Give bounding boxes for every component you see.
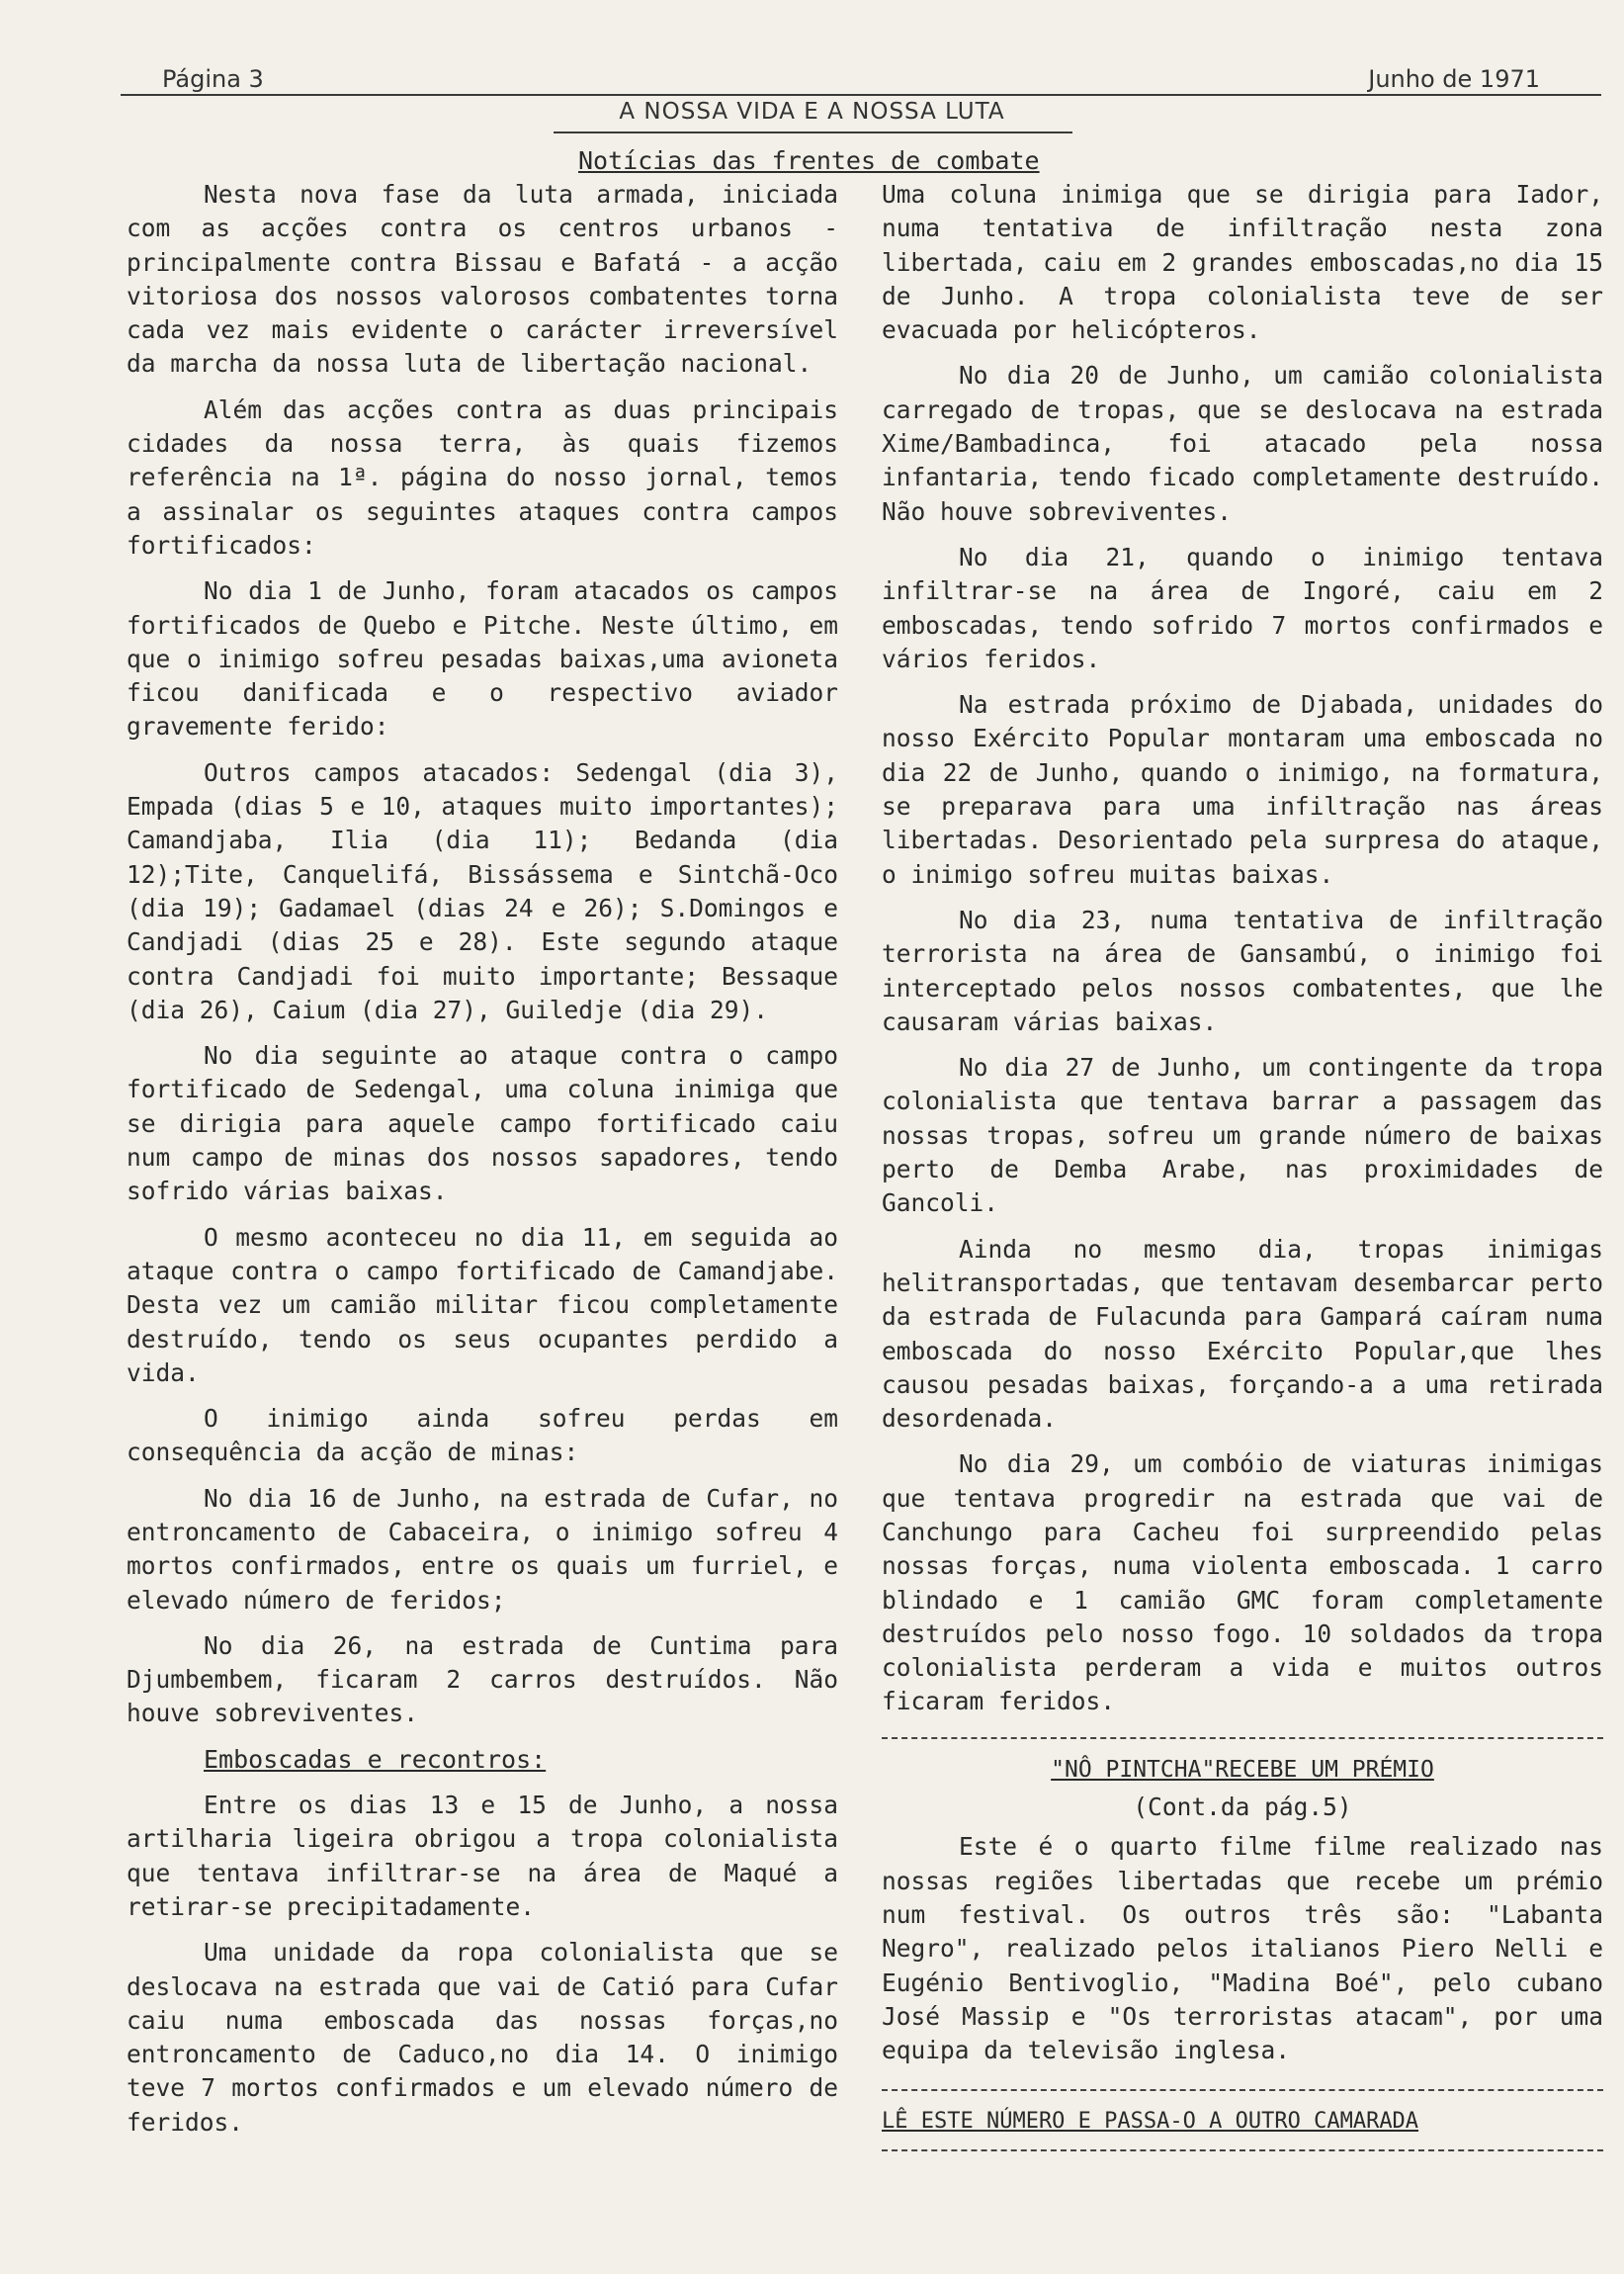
article-paragraph: No dia 29, um combóio de viaturas inimigas que tentava progredir na estrada que vai de Canchungo para Cacheu foi surpreendido pelas nossas forças, numa violenta emboscada. 1 carro blindado e 1 camião GMC foram completamente destruídos pelo nosso fogo. 10 soldados da tropa colonialista perderam a vida e muitos outros ficaram feridos. [882, 1449, 1603, 1716]
article-paragraph: No dia 16 de Junho, na estrada de Cufar, no entroncamento de Cabaceira, o inimigo sofreu 4 mortos confirmados, entre os quais um furriel, e elevado número de feridos; [127, 1483, 838, 1615]
page-number: Página 3 [162, 65, 264, 93]
section-subtitle: Notícias das frentes de combate [578, 146, 1040, 175]
issue-date: Junho de 1971 [1368, 65, 1540, 93]
article-paragraph: No dia seguinte ao ataque contra o campo fortificado de Sedengal, uma coluna inimiga que se dirigia para aquele campo fortificado caiu num campo de minas dos nossos sapadores, tendo sofrido várias baixas. [127, 1041, 838, 1206]
section-title: A NOSSA VIDA E A NOSSA LUTA [619, 99, 1005, 125]
header-rule [121, 94, 1601, 96]
article-paragraph: No dia 21, quando o inimigo tentava infiltrar-se na área de Ingoré, caiu em 2 emboscadas, tendo sofrido 7 mortos confirmados e vários feridos. [882, 542, 1603, 673]
article-paragraph: No dia 20 de Junho, um camião colonialista carregado de tropas, que se deslocava na estrada Xime/Bambadinca, foi atacado pela nossa infantaria, tendo ficado completamente destruído. Não houve sobreviventes. [882, 361, 1603, 526]
closing-rule [882, 2149, 1603, 2151]
article-paragraph: No dia 27 de Junho, um contingente da tropa colonialista que tentava barrar a passagem das nossas tropas, sofreu um grande número de baixas perto de Demba Arabe, nas proximidades de Gancoli. [882, 1053, 1603, 1218]
article-paragraph: O mesmo aconteceu no dia 11, em seguida ao ataque contra o campo fortificado de Camandjabe. Desta vez um camião militar ficou completamente destruído, tendo os seus ocupantes perdido a vida. [127, 1222, 838, 1387]
article-paragraph: Nesta nova fase da luta armada, iniciada com as acções contra os centros urbanos - principalmente contra Bissau e Bafatá - a acção vitoriosa dos nossos valorosos combatentes torna cada vez mais evidente o carácter irreversível da marcha da nossa luta de libertação nacional. [127, 180, 838, 379]
article-paragraph: Ainda no mesmo dia, tropas inimigas helitransportadas, que tentavam desembarcar perto da estrada de Fulacunda para Gampará caíram numa emboscada do nosso Exército Popular,que lhes causou pesadas baixas, forçando-a a uma retirada desordenada. [882, 1234, 1603, 1434]
prize-box-title: "NÔ PINTCHA"RECEBE UM PRÉMIO [882, 1737, 1603, 1787]
article-paragraph: O inimigo ainda sofreu perdas em consequência da acção de minas: [127, 1404, 838, 1467]
article-paragraph: Uma coluna inimiga que se dirigia para Iador, numa tentativa de infiltração nesta zona libertada, caiu em 2 grandes emboscadas,no dia 15 de Junho. A tropa colonialista teve de ser evacuada por helicópteros. [882, 180, 1603, 345]
article-paragraph: Na estrada próximo de Djabada, unidades do nosso Exército Popular montaram uma emboscada no dia 22 de Junho, quando o inimigo, na formatura, se preparava para uma infiltração nas áreas libertadas. Desorientado pela surpresa do ataque, o inimigo sofreu muitas baixas. [882, 690, 1603, 889]
prize-box-continuation: (Cont.da pág.5) [1133, 1793, 1352, 1822]
closing-slogan: LÊ ESTE NÚMERO E PASSA-O A OUTRO CAMARADA [882, 2089, 1603, 2139]
article-paragraph: No dia 1 de Junho, foram atacados os campos fortificados de Quebo e Pitche. Neste último, em que o inimigo sofreu pesadas baixas,uma avioneta ficou danificada e o respectivo aviador gravemente ferido: [127, 576, 838, 742]
article-paragraph: Além das acções contra as duas principais cidades da nossa terra, às quais fizemos referência na 1ª. página do nosso jornal, temos a assinalar os seguintes ataques contra campos fortificados: [127, 394, 838, 560]
article-paragraph: No dia 26, na estrada de Cuntima para Djumbembem, ficaram 2 carros destruídos. Não houve sobreviventes. [127, 1630, 838, 1728]
prize-box-text: Este é o quarto filme filme realizado nas nossas regiões libertadas que recebe um prémio num festival. Os outros três são: "Labanta Negro", realizado pelos italianos Piero Nelli e Eugénio Bentivoglio, "Madina Boé", pelo cubano José Massip e "Os terroristas atacam", por uma equipa da televisão inglesa. [882, 1832, 1603, 2065]
article-paragraph: Entre os dias 13 e 15 de Junho, a nossa artilharia ligeira obrigou a tropa colonialista que tentava infiltrar-se na área de Maqué a retirar-se precipitadamente. [127, 1791, 838, 1921]
subheading-emboscadas: Emboscadas e recontros: [204, 1744, 547, 1774]
article-paragraph: Uma unidade da ropa colonialista que se deslocava na estrada que vai de Catió para Cufar caiu numa emboscada das nossas forças,no entroncamento de Caduco,no dia 14. O inimigo teve 7 mortos confirmados e um elevado número de feridos. [127, 1938, 838, 2137]
left-column [127, 178, 838, 2151]
section-title-rule [554, 131, 1072, 133]
article-paragraph: Outros campos atacados: Sedengal (dia 3), Empada (dias 5 e 10, ataques muito importantes); Camandjaba, Ilia (dia 11); Bedanda (dia 12);Tite, Canquelifá, Bissássema e Sintchã-Oco (dia 19); Gadamael (dias 24 e 26); S.Domingos e Candjadi (dias 25 e 28). Este segundo ataque contra Candjadi foi muito importante; Bessaque (dia 26), Caium (dia 27), Guiledje (dia 29). [127, 757, 838, 1024]
article-paragraph: No dia 23, numa tentativa de infiltração terrorista na área de Gansambú, o inimigo foi interceptado pelos nossos combatentes, que lhe causaram várias baixas. [882, 905, 1603, 1036]
right-column [882, 178, 1603, 2151]
